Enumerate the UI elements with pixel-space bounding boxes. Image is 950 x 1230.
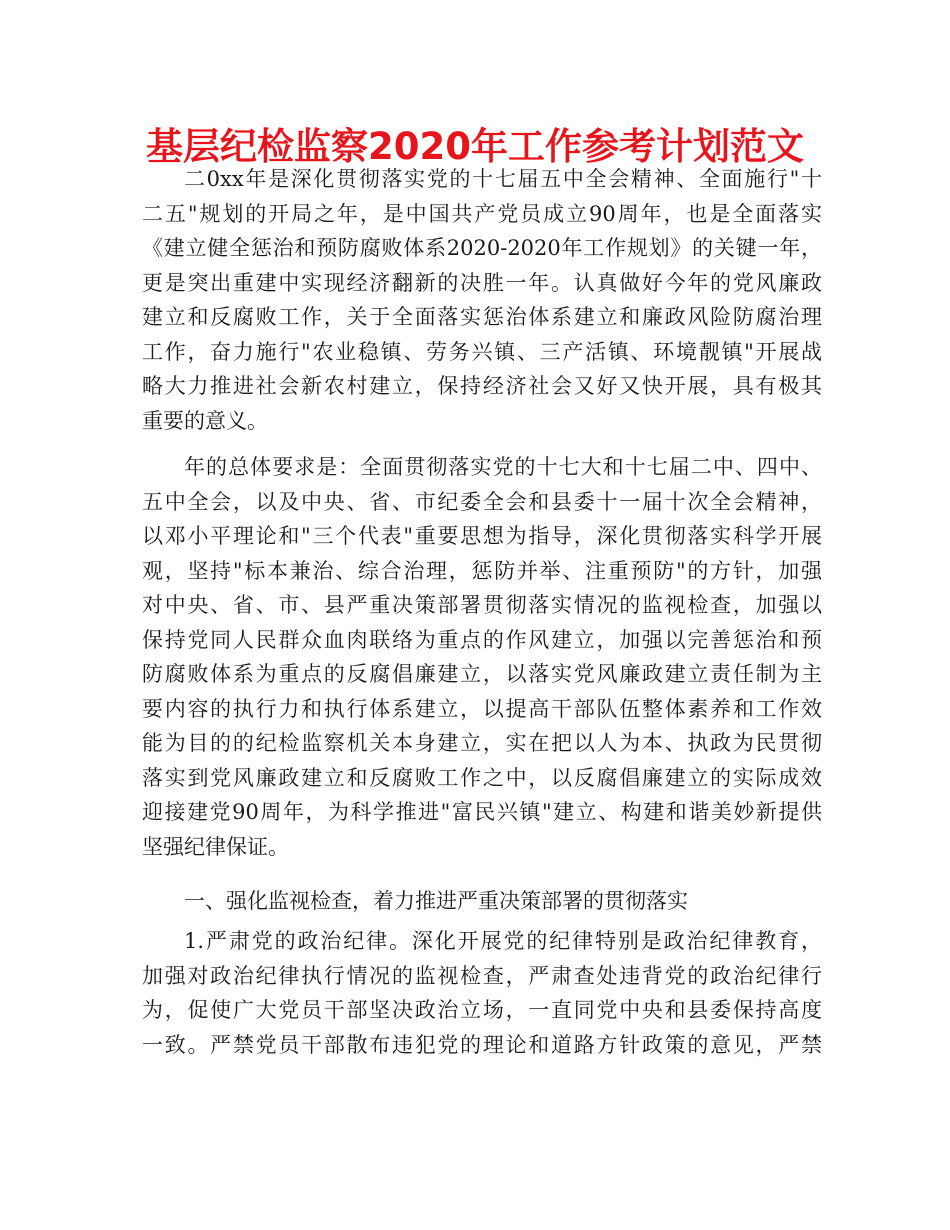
text-line: 年的总体要求是：全面贯彻落实党的十七大和十七届二中、四中、: [184, 455, 822, 479]
text-line: 工作，奋力施行"农业稳镇、劳务兴镇、三产活镇、环境靓镇"开展战: [142, 339, 822, 364]
text-line: 《建立健全惩治和预防腐败体系2020-2020年工作规划》的关键一年，: [142, 236, 822, 260]
text-line: 一、强化监视检查，着力推进严重决策部署的贯彻落实: [184, 889, 688, 913]
text-line: 更是突出重建中实现经济翻新的决胜一年。认真做好今年的党风廉政: [142, 270, 822, 295]
text-line: 能为目的的纪检监察机关本身建立，实在把以人为本、执政为民贯彻: [142, 731, 822, 755]
text-line: 二五"规划的开局之年，是中国共产党员成立90周年，也是全面落实: [142, 201, 822, 226]
text-line: 建立和反腐败工作，关于全面落实惩治体系建立和廉政风险防腐治理: [142, 305, 822, 329]
paragraph-4: [142, 924, 822, 1062]
section-heading: [142, 884, 822, 919]
text-line: 坚强纪律保证。: [142, 834, 289, 859]
text-line: 对中央、省、市、县严重决策部署贯彻落实情况的监视检查，加强以: [142, 593, 822, 617]
text-line: 保持党同人民群众血肉联络为重点的作风建立，加强以完善惩治和预: [142, 627, 822, 652]
text-line: 五中全会，以及中央、省、市纪委全会和县委十一届十次全会精神，: [142, 489, 822, 514]
text-line: 略大力推进社会新农村建立，保持经济社会又好又快开展，具有极其: [142, 374, 822, 398]
text-line: 要内容的执行力和执行体系建立，以提高干部队伍整体素养和工作效: [142, 696, 822, 721]
paragraph-1: [142, 162, 822, 438]
text-line: 以邓小平理论和"三个代表"重要思想为指导，深化贯彻落实科学开展: [142, 524, 822, 548]
text-line: 观，坚持"标本兼治、综合治理，惩防并举、注重预防"的方针，加强: [142, 558, 822, 583]
text-line: 重要的意义。: [142, 408, 268, 433]
text-line: 二0xx年是深化贯彻落实党的十七届五中全会精神、全面施行"十: [184, 167, 822, 191]
text-line: 迎接建党90周年，为科学推进"富民兴镇"建立、构建和谐美妙新提供: [142, 800, 822, 824]
text-line: 1.严肃党的政治纪律。深化开展党的纪律特别是政治纪律教育，: [184, 929, 822, 953]
text-line: 为，促使广大党员干部坚决政治立场，一直同党中央和县委保持高度: [142, 998, 822, 1022]
document-title: 基层纪检监察2020年工作参考计划范文: [146, 125, 804, 168]
paragraph-2: [142, 450, 822, 864]
text-line: 防腐败体系为重点的反腐倡廉建立，以落实党风廉政建立责任制为主: [142, 662, 822, 686]
text-line: 加强对政治纪律执行情况的监视检查，严肃查处违背党的政治纪律行: [142, 963, 822, 988]
text-line: 落实到党风廉政建立和反腐败工作之中，以反腐倡廉建立的实际成效: [142, 765, 822, 790]
text-line: 一致。严禁党员干部散布违犯党的理论和道路方针政策的意见，严禁: [142, 1032, 822, 1057]
